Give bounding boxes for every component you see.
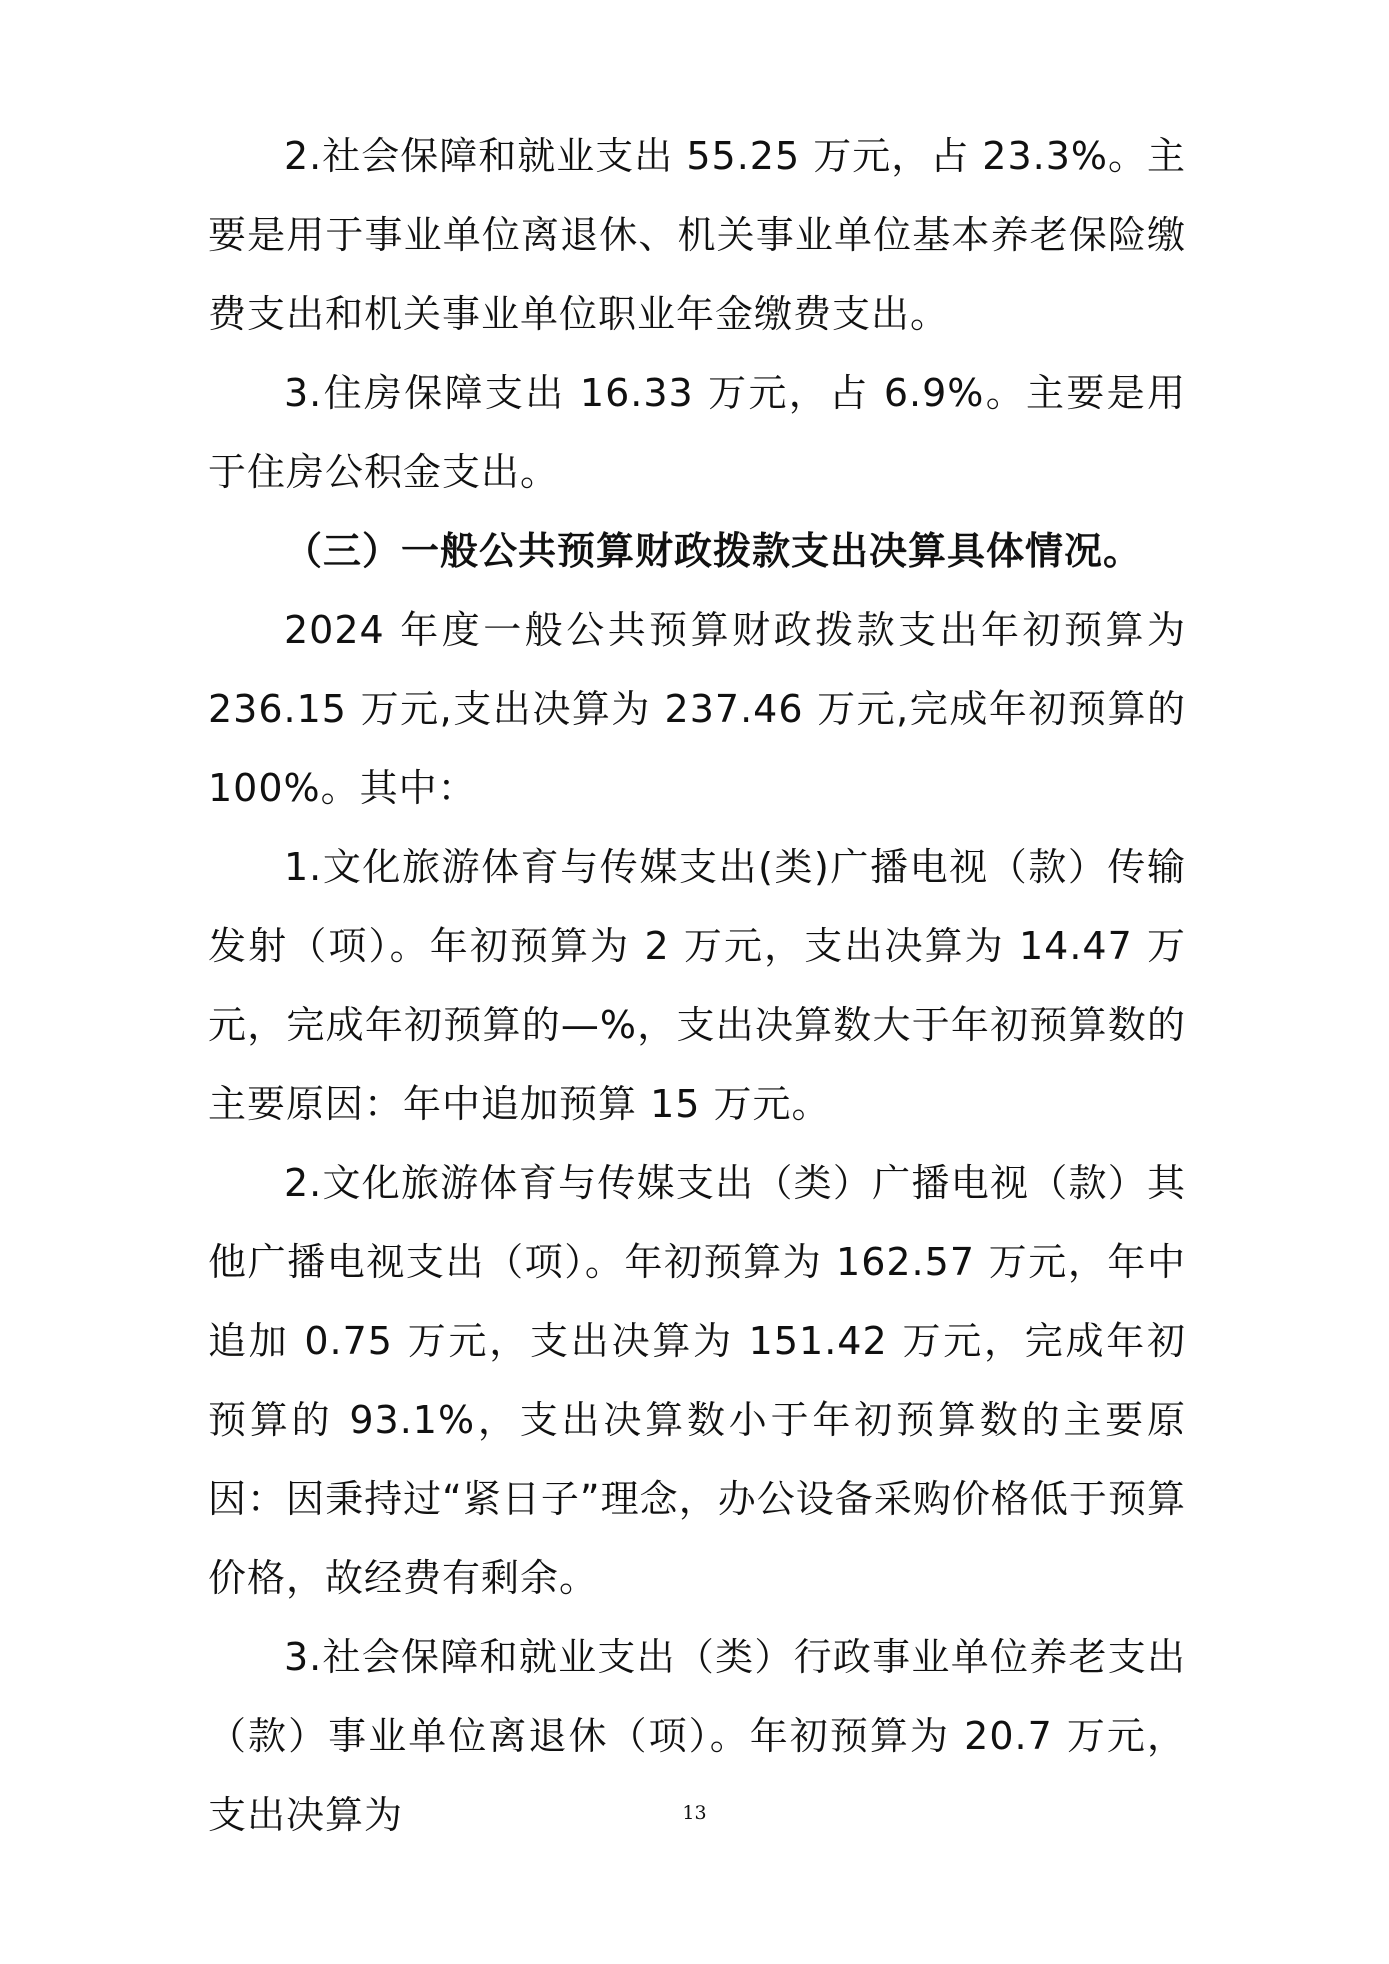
paragraph-item-2: 2.文化旅游体育与传媒支出（类）广播电视（款）其他广播电视支出（项）。年初预算为 162.57 万元，年中追加 0.75 万元，支出决算为 151.42 万元，完成年初预算的 93.1%，支出决算数小于年初预算数的主要原因：因秉持过“紧日子”理念，办公设备采购价格低于预算价格，故经费有剩余。 (208, 1161, 1186, 1600)
paragraph-item-1: 1.文化旅游体育与传媒支出(类)广播电视（款）传输发射（项）。年初预算为 2 万元，支出决算为 14.47 万元，完成年初预算的—%，支出决算数大于年初预算数的主要原因：年中追加预算 15 万元。 (208, 845, 1186, 1126)
page-number: 13 (682, 1802, 707, 1824)
section-heading: （三）一般公共预算财政拨款支出决算具体情况。 (284, 529, 1143, 573)
body-text (208, 117, 1186, 1855)
paragraph-item-3: 3.社会保障和就业支出（类）行政事业单位养老支出（款）事业单位离退休（项）。年初预算为 20.7 万元，支出决算为 (208, 1635, 1186, 1837)
paragraph-social-security: 2.社会保障和就业支出 55.25 万元，占 23.3%。主要是用于事业单位离退休、机关事业单位基本养老保险缴费支出和机关事业单位职业年金缴费支出。 (208, 134, 1186, 336)
paragraph-housing: 3.住房保障支出 16.33 万元，占 6.9%。主要是用于住房公积金支出。 (208, 371, 1186, 494)
paragraph-budget-summary: 2024 年度一般公共预算财政拨款支出年初预算为 236.15 万元,支出决算为 237.46 万元,完成年初预算的 100%。其中： (208, 608, 1186, 810)
